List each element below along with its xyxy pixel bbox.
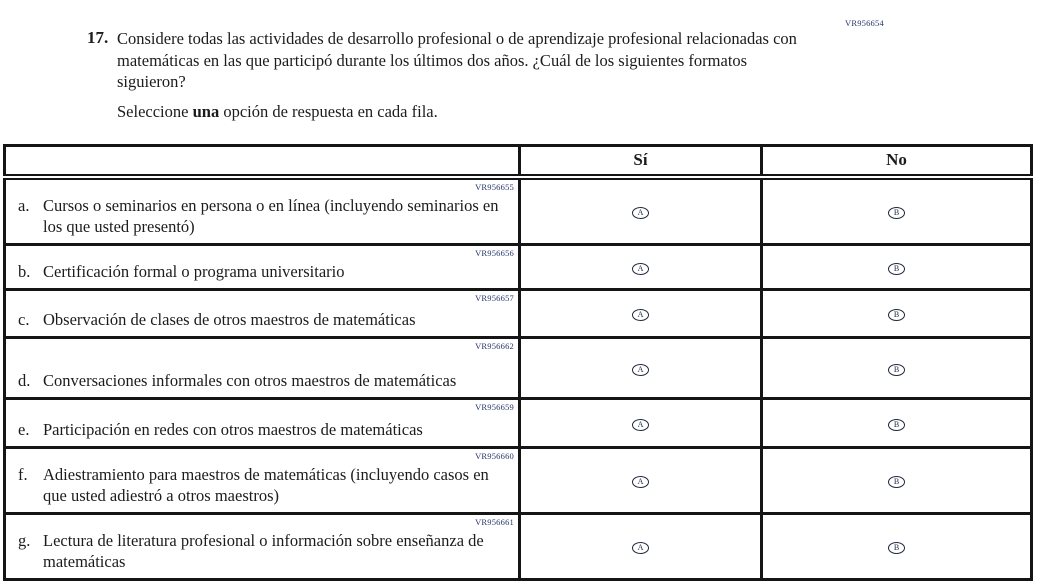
- option-bubble-yes[interactable]: A: [632, 263, 649, 275]
- table-row: [5, 398, 1032, 447]
- question-cell: [5, 177, 520, 245]
- column-header-si: Sí: [520, 146, 762, 177]
- yes-cell: [520, 398, 762, 447]
- option-bubble-yes[interactable]: A: [632, 476, 649, 488]
- question-variable-code: VR956654: [845, 18, 884, 28]
- table-row: [5, 513, 1032, 579]
- row-letter: d.: [18, 370, 31, 390]
- row-variable-code: VR956660: [475, 450, 514, 461]
- row-text: Conversaciones informales con otros maestros de matemáticas: [43, 370, 457, 390]
- option-bubble-no[interactable]: B: [888, 207, 905, 219]
- row-variable-code: VR956655: [475, 181, 514, 192]
- yes-cell: [520, 447, 762, 513]
- column-header-blank: [5, 146, 520, 177]
- table-row: [5, 337, 1032, 398]
- no-cell: [762, 398, 1032, 447]
- row-text: Lectura de literatura profesional o información sobre enseñanza de matemáticas: [43, 530, 484, 571]
- answer-table: [3, 144, 1033, 581]
- instruction-suffix: opción de respuesta en cada fila.: [219, 102, 438, 121]
- yes-cell: [520, 177, 762, 245]
- yes-cell: [520, 244, 762, 289]
- row-letter: c.: [18, 309, 30, 329]
- question-cell: [5, 244, 520, 289]
- option-bubble-no[interactable]: B: [888, 263, 905, 275]
- yes-cell: [520, 289, 762, 337]
- row-text: Certificación formal o programa universitario: [43, 261, 345, 281]
- question-instruction: [117, 102, 812, 122]
- no-cell: [762, 447, 1032, 513]
- row-variable-code: VR956659: [475, 401, 514, 412]
- question-cell: [5, 447, 520, 513]
- option-bubble-yes[interactable]: A: [632, 207, 649, 219]
- column-header-no: No: [762, 146, 1032, 177]
- no-cell: [762, 177, 1032, 245]
- table-row: [5, 447, 1032, 513]
- option-bubble-no[interactable]: B: [888, 309, 905, 321]
- no-cell: [762, 513, 1032, 579]
- row-letter: f.: [18, 464, 28, 484]
- option-bubble-yes[interactable]: A: [632, 309, 649, 321]
- row-variable-code: VR956656: [475, 247, 514, 258]
- row-letter: a.: [18, 195, 30, 215]
- table-row: [5, 177, 1032, 245]
- no-cell: [762, 244, 1032, 289]
- option-bubble-yes[interactable]: A: [632, 542, 649, 554]
- instruction-bold-word: una: [192, 102, 220, 121]
- option-bubble-no[interactable]: B: [888, 542, 905, 554]
- question-text: Considere todas las actividades de desarrollo profesional o de aprendizaje profesional relacionadas con matemáticas en las que participó durante los últimos dos años. ¿Cuál de los siguientes formatos siguieron?: [117, 29, 797, 91]
- row-letter: g.: [18, 530, 31, 550]
- question-cell: [5, 398, 520, 447]
- table-header-row: [5, 146, 1032, 177]
- row-text: Observación de clases de otros maestros de matemáticas: [43, 309, 416, 329]
- answer-table-body: [5, 177, 1032, 580]
- option-bubble-yes[interactable]: A: [632, 364, 649, 376]
- option-bubble-yes[interactable]: A: [632, 419, 649, 431]
- yes-cell: [520, 513, 762, 579]
- row-text: Participación en redes con otros maestros de matemáticas: [43, 419, 423, 439]
- row-variable-code: VR956657: [475, 292, 514, 303]
- instruction-prefix: Seleccione: [117, 102, 193, 121]
- option-bubble-no[interactable]: B: [888, 364, 905, 376]
- question-cell: [5, 289, 520, 337]
- question-cell: [5, 337, 520, 398]
- row-letter: b.: [18, 261, 31, 281]
- option-bubble-no[interactable]: B: [888, 476, 905, 488]
- table-row: [5, 244, 1032, 289]
- question-number: 17.: [87, 28, 109, 47]
- option-bubble-no[interactable]: B: [888, 419, 905, 431]
- question-cell: [5, 513, 520, 579]
- row-text: Cursos o seminarios en persona o en línea (incluyendo seminarios en los que usted presentó): [43, 195, 499, 236]
- yes-cell: [520, 337, 762, 398]
- row-letter: e.: [18, 419, 30, 439]
- row-variable-code: VR956661: [475, 516, 514, 527]
- table-row: [5, 289, 1032, 337]
- row-variable-code: VR956662: [475, 340, 514, 351]
- row-text: Adiestramiento para maestros de matemáticas (incluyendo casos en que usted adiestró a otros maestros): [43, 464, 489, 505]
- no-cell: [762, 289, 1032, 337]
- no-cell: [762, 337, 1032, 398]
